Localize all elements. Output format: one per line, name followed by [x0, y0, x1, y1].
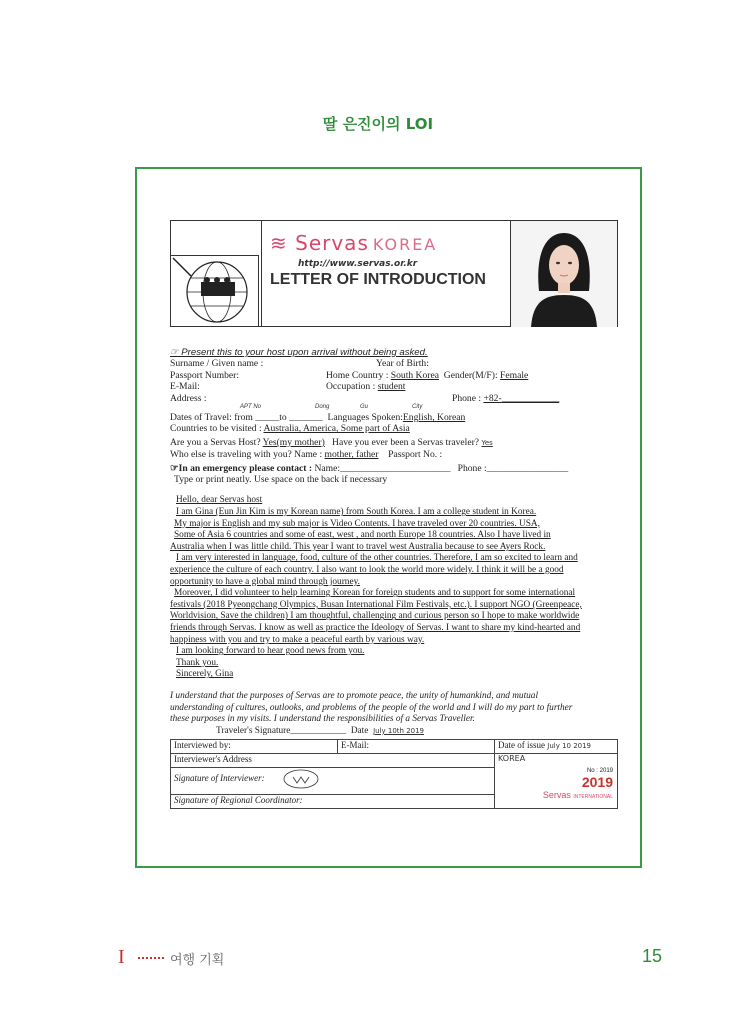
letter-line: Hello, dear Servas host: [176, 495, 263, 506]
servas-logo: ≋ Servas KOREA: [270, 231, 438, 255]
flag-icon: ≋: [270, 231, 288, 255]
coordinator-signature-label: Signature of Regional Coordinator:: [171, 795, 495, 809]
interviewer-signature-mark: [281, 768, 321, 790]
email-label: E-Mail:: [338, 740, 495, 754]
letter-line: opportunity to have a global mind through journey.: [170, 576, 360, 587]
form-fields: [170, 347, 618, 485]
dotted-divider: [138, 957, 164, 959]
letter-line: happiness with you and try to make a peaceful earth by various way.: [170, 634, 425, 645]
letter-line: Moreover, I did volunteer to help learning Korean for foreign students and to support for some international: [174, 588, 576, 599]
page-heading: 딸 은진이의 LOI: [322, 115, 434, 133]
understand-line: these purposes in my visits. I understand the responsibilities of a Servas Traveller.: [170, 714, 475, 725]
document-frame: [135, 167, 642, 868]
letter-line: I am very interested in language, food, culture of the other countries. Therefore, I am so excited to learn and: [176, 553, 578, 564]
letter-line: Some of Asia 6 countries and some of east, west , and north Europe 18 countries. Also I have lived in: [174, 530, 551, 541]
letter-line: Thank you.: [176, 657, 219, 668]
row-email: E-Mail: Occupation : student: [170, 381, 406, 393]
letter-line: friends through Servas. I know as well as practice the Ideology of Servas. I want to share my kind-hearted and: [170, 623, 581, 633]
row-surname: Surname / Given name : Year of Birth:: [170, 358, 429, 370]
interviewer-signature: Signature of Interviewer:: [171, 768, 495, 795]
letter-line: Sincerely, Gina: [176, 669, 234, 680]
letter-line: I am Gina (Eun Jin Kim is my Korean name) from South Korea. I am a college student in Korea.: [176, 507, 537, 518]
understand-line: understanding of cultures, outlooks, and problems of the people of the world and I will do my part to further: [170, 702, 573, 713]
globe-emblem: [171, 255, 259, 327]
letter-line: My major is English and my sub major is Video Contents. I have traveled over 20 countries. USA,: [174, 518, 540, 529]
present-note: ☞ Present this to your host upon arrival without being asked.: [170, 347, 428, 358]
chapter-label: 여행 기획: [170, 953, 225, 968]
row-dates: Dates of Travel: from _____to _______ Languages Spoken:English, Korean: [170, 412, 466, 424]
brand-block: [261, 221, 509, 327]
row-address: Address : Phone : +82-____________: [170, 392, 560, 404]
row-passport: Passport Number: Home Country : South Korea Gender(M/F): Female: [170, 369, 529, 381]
letter-line: I am looking forward to hear good news from you.: [176, 646, 365, 657]
letter-title: LETTER OF INTRODUCTION: [270, 271, 486, 288]
row-countries: Countries to be visited : Australia, America, Some part of Asia: [170, 423, 410, 435]
interviewed-by-label: Interviewed by:: [171, 740, 338, 754]
applicant-photo: [510, 221, 617, 327]
understanding-statement: [170, 691, 618, 737]
understand-line: I understand that the purposes of Servas are to promote peace, the unity of humankind, and mutual: [170, 690, 539, 701]
letter-line: festivals (2018 Pyeongchang Olympics, Busan International Film Festivals, etc.). I support NGO (Greenpeace,: [170, 599, 582, 610]
type-note: Type or print neatly. Use space on the back if necessary: [174, 474, 388, 486]
row-host: Are you a Servas Host? Yes(my mother) Have you ever been a Servas traveler? Yes: [170, 436, 493, 448]
loi-document: [170, 220, 618, 809]
page-number: 15: [641, 946, 662, 966]
country-value: KOREA: [498, 754, 526, 764]
letter-line: experience the culture of each country. I also want to look the world more widely. I think it will be a good: [170, 565, 564, 576]
servas-stamp: No : 2019 2019 Servas INTERNATIONAL: [542, 768, 613, 801]
interview-table: [170, 739, 618, 809]
date-of-issue-cell: Date of issue July 10 2019: [495, 740, 618, 754]
row-emergency: ☞In an emergency please contact : Name:_______________________ Phone :_________________: [170, 462, 569, 474]
letter-line: Australia when I was little child. This year I want to travel west Australia because to see Ayers Rock.: [170, 541, 546, 552]
signature-row: Traveler's Signature____________ Date July 10th 2019: [216, 725, 425, 736]
interviewer-address-label: Interviewer's Address: [171, 754, 495, 768]
row-companions: Who else is traveling with you? Name : mother, father Passport No. :: [170, 449, 443, 461]
loi-header: [170, 220, 618, 327]
website-url: http://www.servas.or.kr: [298, 259, 418, 269]
letter-line: Worldvision, Save the children) I am thoughtful, challenging and curious person so I hope to make worldwide: [170, 611, 580, 622]
letter-body: [170, 495, 618, 681]
chapter-mark: I: [118, 946, 125, 968]
row-address-hints: APT No Dong Gu City: [240, 404, 423, 411]
stamp-cell: [495, 754, 618, 809]
